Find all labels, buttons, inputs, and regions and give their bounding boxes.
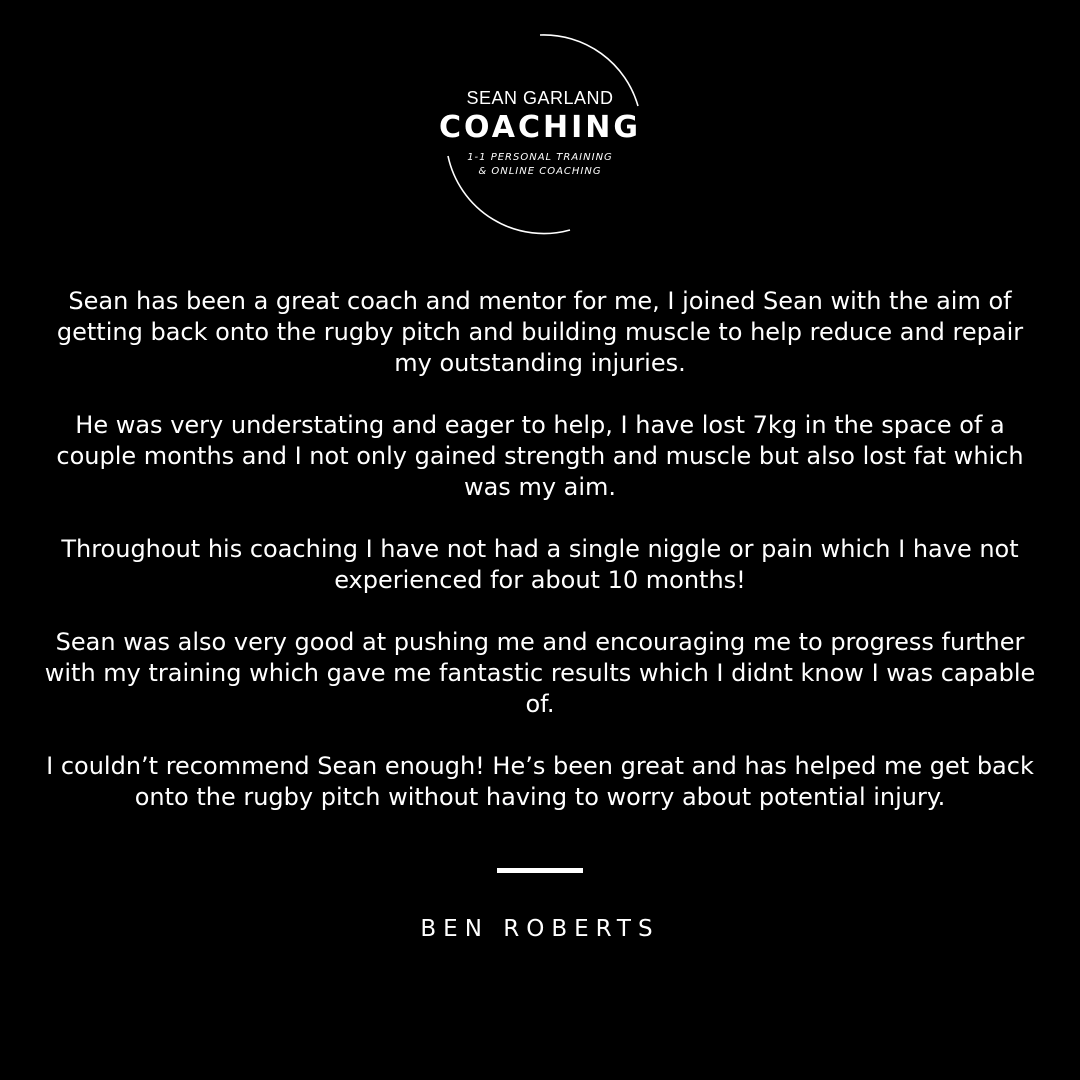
logo-tagline-1: 1-1 PERSONAL TRAINING	[467, 152, 613, 163]
logo-name-text: SEAN GARLAND	[466, 88, 614, 108]
divider-line	[497, 868, 583, 873]
logo-coaching-text: COACHING	[439, 110, 641, 145]
testimonial-paragraph: Sean has been a great coach and mentor for me, I joined Sean with the aim of getting back onto the rugby pitch and building muscle to help reduce and repair my outstanding injuries.	[56, 287, 1024, 377]
testimonial-body	[40, 286, 1040, 844]
logo-tagline-2: & ONLINE COACHING	[478, 166, 602, 177]
testimonial-paragraph: Throughout his coaching I have not had a single niggle or pain which I have not experienced for about 10 months!	[61, 535, 1019, 594]
testimonial-paragraph: Sean was also very good at pushing me and encouraging me to progress further with my training which gave me fantastic results which I didnt know I was capable of.	[44, 628, 1036, 718]
testimonial-paragraph: He was very understating and eager to help, I have lost 7kg in the space of a couple months and I not only gained strength and muscle but also lost fat which was my aim.	[56, 411, 1024, 501]
brand-logo	[420, 28, 660, 238]
testimonial-paragraph: I couldn’t recommend Sean enough! He’s been great and has helped me get back onto the rugby pitch without having to worry about potential injury.	[46, 752, 1034, 811]
testimonial-author: BEN ROBERTS	[420, 916, 660, 942]
